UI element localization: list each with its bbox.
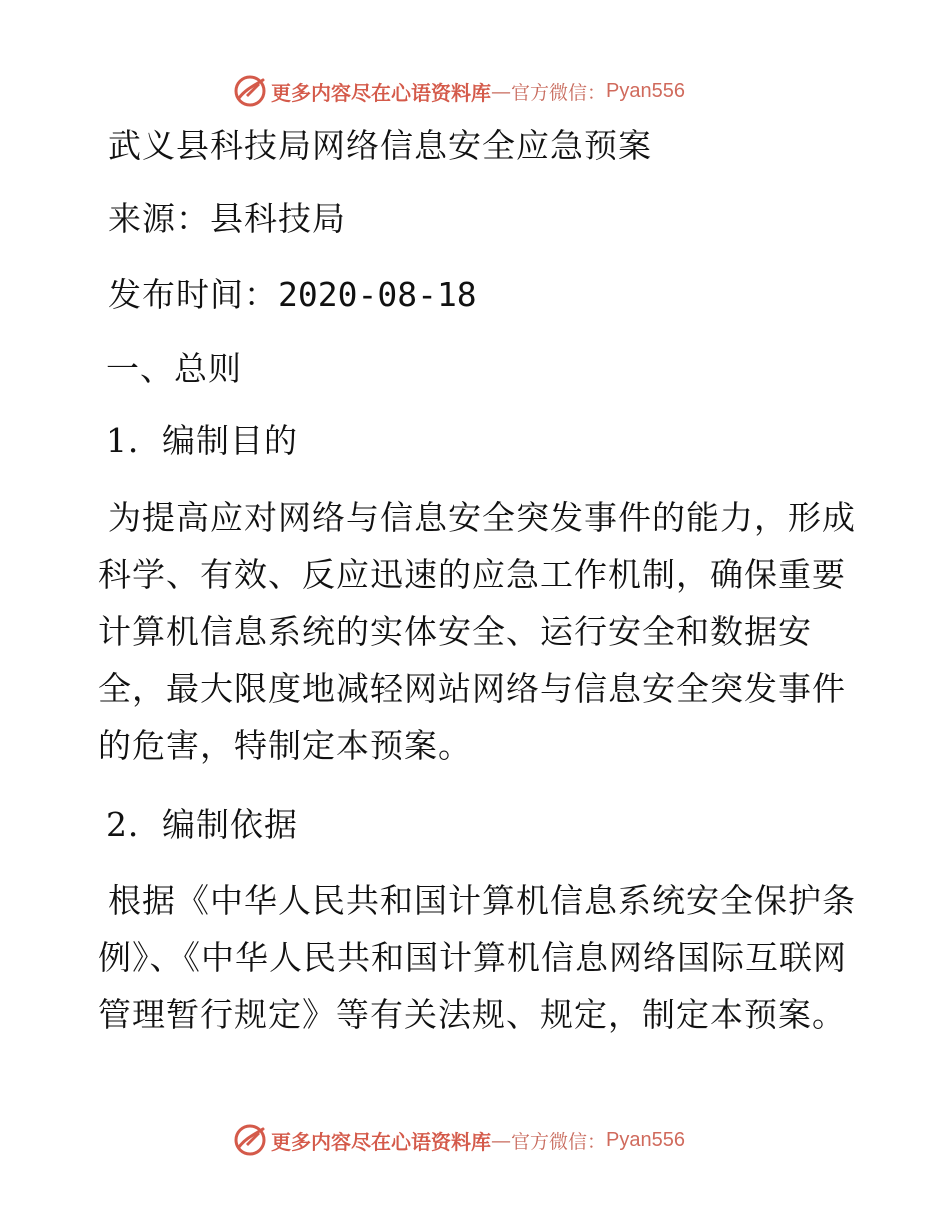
publish-date [108,266,477,323]
document-title: 武义县科技局网络信息安全应急预案 [108,126,652,165]
pen-logo-icon [233,74,267,108]
watermark-wechat-id: Pyan556 [606,79,685,102]
watermark-text: 更多内容尽在心语资料库 [271,80,491,105]
watermark-dash: — [491,1128,511,1152]
subheading-purpose: 1．编制目的 [106,421,298,460]
watermark-wechat-label: 官方微信： [511,81,607,104]
watermark-wechat-label: 官方微信： [511,1130,607,1153]
watermark-header [233,74,685,108]
watermark-wechat-id: Pyan556 [606,1128,685,1151]
pen-logo-icon [233,1123,267,1157]
watermark-footer [233,1123,685,1157]
publish-date-label: 发布时间： [108,275,278,314]
paragraph-basis: 根据《中华人民共和国计算机信息系统安全保护条例》、《中华人民共和国计算机信息网络国际互联网管理暂行规定》等有关法规、规定，制定本预案。 [98,881,856,1034]
publish-date-value: 2020-08-18 [278,275,477,314]
section-heading-general: 一、总则 [106,349,242,388]
watermark-text: 更多内容尽在心语资料库 [271,1129,491,1154]
document-source: 来源：县科技局 [108,199,346,238]
watermark-dash: — [491,79,511,103]
subheading-basis: 2．编制依据 [106,805,298,844]
paragraph-purpose: 为提高应对网络与信息安全突发事件的能力，形成科学、有效、反应迅速的应急工作机制，确保重要计算机信息系统的实体安全、运行安全和数据安全，最大限度地减轻网站网络与信息安全突发事件的危害，特制定本预案。 [98,498,856,765]
